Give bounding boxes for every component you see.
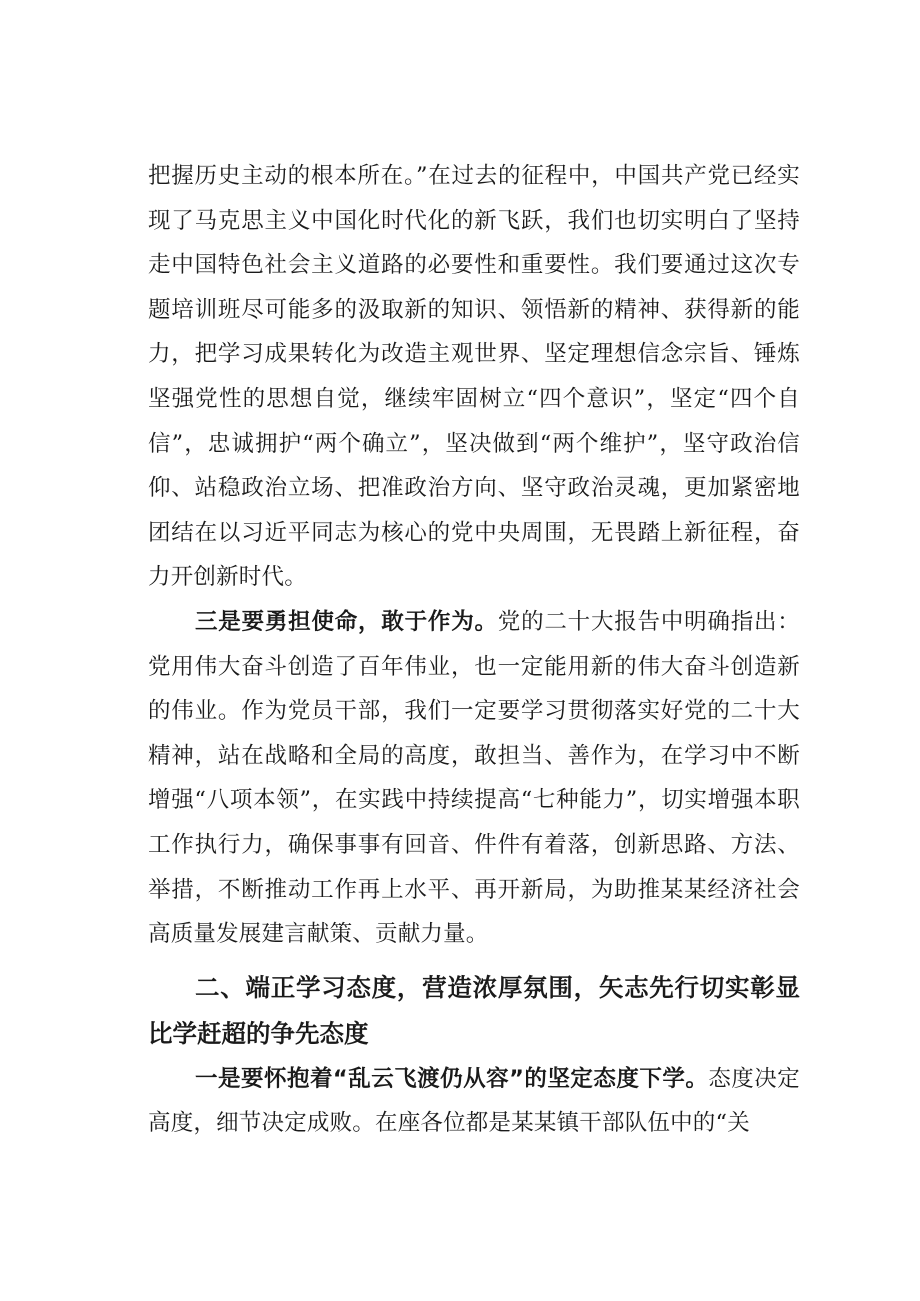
paragraph-lead-sentence: 一是要怀抱着“乱云飞渡仍从容”的坚定态度下学。	[195, 1065, 709, 1092]
body-paragraph	[148, 1057, 800, 1146]
body-paragraph	[148, 154, 800, 600]
paragraph-lead-sentence: 三是要勇担使命，敢于作为。	[195, 608, 498, 635]
body-paragraph	[148, 600, 800, 957]
paragraph-text: 党的二十大报告中明确指出：党用伟大奋斗创造了百年伟业，也一定能用新的伟大奋斗创造新的伟业。作为党员干部，我们一定要学习贯彻落实好党的二十大精神，站在战略和全局的高度，敢担当、善作为，在学习中不断增强“八项本领”，在实践中持续提高“七种能力”，切实增强本职工作执行力，确保事事有回音、件件有着落，创新思路、方法、举措，不断推动工作再上水平、再开新局，为助推某某经济社会高质量发展建言献策、贡献力量。	[148, 608, 800, 948]
section-heading: 二、端正学习态度，营造浓厚氛围，矢志先行切实彰显比学赶超的争先态度	[148, 972, 800, 1048]
document-body	[148, 154, 800, 1146]
paragraph-text: 态度决定高度，细节决定成败。在座各位都是某某镇干部队伍中的“关	[148, 1065, 800, 1137]
paragraph-text: 把握历史主动的根本所在。”在过去的征程中，中国共产党已经实现了马克思主义中国化时代化的新飞跃，我们也切实明白了坚持走中国特色社会主义道路的必要性和重要性。我们要通过这次专题培训班尽可能多的汲取新的知识、领悟新的精神、获得新的能力，把学习成果转化为改造主观世界、坚定理想信念宗旨、锤炼坚强党性的思想自觉，继续牢固树立“四个意识”，坚定“四个自信”，忠诚拥护“两个确立”，坚决做到“两个维护”，坚守政治信仰、站稳政治立场、把准政治方向、坚守政治灵魂，更加紧密地团结在以习近平同志为核心的党中央周围，无畏踏上新征程，奋力开创新时代。	[148, 163, 800, 591]
